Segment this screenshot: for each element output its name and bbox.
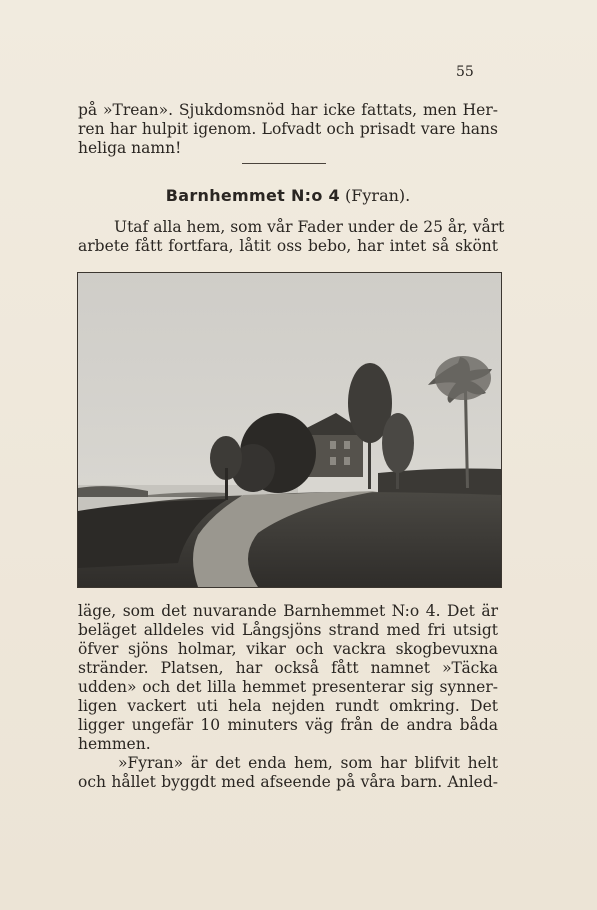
text-line: Utaf alla hem, som vår Fader under de 25 år, vårt: [114, 218, 505, 236]
section-subtitle: (Fyran).: [345, 186, 411, 205]
page-number: 55: [456, 64, 474, 80]
text-line: hemmen.: [78, 735, 151, 753]
text-line: heliga namn!: [78, 139, 182, 157]
text-line: stränder. Platsen, har också fått namnet »Täcka: [78, 659, 498, 677]
text-line: udden» och det lilla hemmet presenterar sig synner-: [78, 678, 498, 696]
intro-paragraph: [78, 218, 505, 256]
text-line: beläget alldeles vid Långsjöns strand med fri utsigt: [78, 621, 498, 639]
text-line: läge, som det nuvarande Barnhemmet N:o 4. Det är: [78, 602, 498, 620]
section-divider: [242, 163, 326, 164]
text-line: arbete fått fortfara, låtit oss bebo, har intet så skönt: [78, 237, 498, 255]
text-line: ren har hulpit igenom. Lofvadt och prisadt vare hans: [78, 120, 498, 138]
last-paragraph: [78, 754, 498, 792]
text-line: och hållet byggdt med afseende på våra barn. Anled-: [78, 773, 498, 791]
text-line: »Fyran» är det enda hem, som har blifvit helt: [118, 754, 498, 772]
text-line: ligen vackert uti hela nejden rundt omkring. Det: [78, 697, 498, 715]
text-line: på »Trean». Sjukdomsnöd har icke fattats, men Her-: [78, 101, 498, 119]
section-title: Barnhemmet N:o 4: [165, 186, 340, 205]
top-paragraph: [78, 101, 498, 158]
text-line: öfver sjöns holmar, vikar och vackra skogbevuxna: [78, 640, 498, 658]
house-by-lake-photo: [77, 272, 502, 588]
photo-illustration: [78, 273, 501, 587]
text-line: ligger ungefär 10 minuters väg från de andra båda: [78, 716, 498, 734]
section-heading: [78, 186, 498, 205]
main-paragraph: [78, 602, 498, 754]
